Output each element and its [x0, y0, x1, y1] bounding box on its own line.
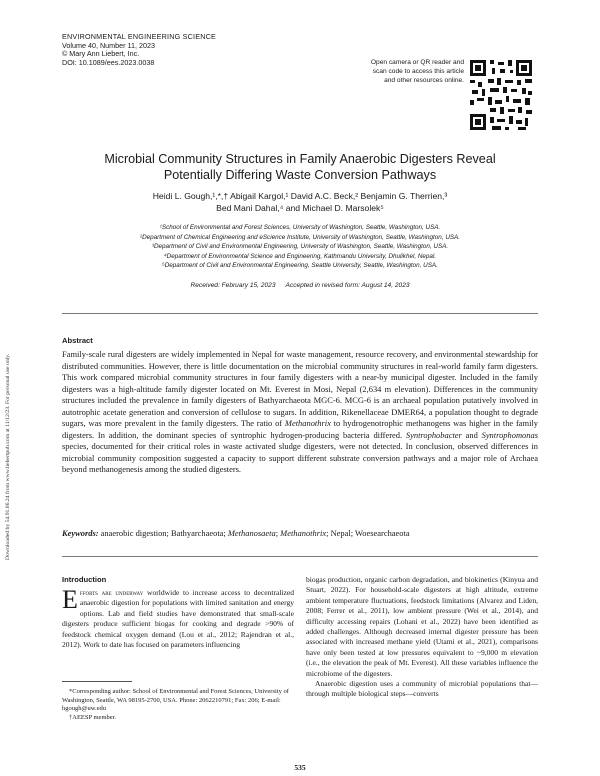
- journal-doi[interactable]: DOI: 10.1089/ees.2023.0038: [62, 57, 155, 67]
- abstract-text: Family-scale rural digesters are widely implemented in Nepal for waste management, resource recovery, and environmental stewardship for distributed communities. However, there is little documentation on the microbial community structures in real-world family farm digesters. This work compared microbial community structures in four family digesters with a near-by municipal digester. Included in the family digesters was a high-altitude family digester located on Mt. Everest in Mosi, Nepal (2,634 m elevation). Differences in the community structures included the prevalence in family digesters of Bathyarchaeota MGC-6. MCG-6 is an archaeal population putatively involved in autotrophic acetate generation and conversion of cellulose to sugars. In addition, Rikenellaceae DMER64, a population thought to degrade sugars, was more prevalent in the family digesters. The ratio of: [62, 349, 538, 428]
- taxon-name: Syntrophomonas: [481, 429, 538, 440]
- abstract-text: to hydrogenotrophic methanogens was higher in the family digesters. In addition, the dominant species of syntrophic hydrogen-producing bacteria differed.: [62, 418, 538, 440]
- paper-title: [60, 151, 540, 183]
- keyword-taxon: Methanosaeta: [227, 528, 276, 538]
- abstract-text: and: [461, 429, 482, 440]
- journal-name: ENVIRONMENTAL ENGINEERING SCIENCE: [62, 32, 216, 41]
- affiliation: ¹School of Environmental and Forest Sciences, University of Washington, Seattle, Washington, USA.: [159, 224, 441, 231]
- paper-title-line: Microbial Community Structures in Family Anaerobic Digesters Reveal: [104, 152, 496, 166]
- qr-instructions-line: scan code to access this article: [372, 68, 464, 75]
- keyword-text: ; Nepal; Woesearchaeota: [326, 528, 410, 538]
- corresponding-author-note: *Corresponding author: School of Environmental and Forest Sciences, University of Washington, Seattle, WA 98195-2700, USA. Phone: 2062210791; Fax: 206; E-mail: hgough@uw.edu: [62, 688, 289, 713]
- abstract-body: [62, 349, 538, 476]
- journal-volume: Volume 40, Number 11, 2023: [62, 40, 155, 50]
- affiliation: ⁴Department of Environmental Science and Engineering, Kathmandu University, Dhulikhel, Nepal.: [163, 252, 437, 260]
- qr-instructions-line: Open camera or QR reader and: [370, 59, 464, 66]
- download-notice: [5, 200, 17, 560]
- affiliation: ⁵Department of Civil and Environmental Engineering, Seattle University, Seattle, Washington, USA.: [162, 262, 438, 270]
- introduction-paragraph: Anaerobic digestion uses a community of microbial populations that—through multiple biological steps—converts: [306, 679, 538, 699]
- member-note: †AEESP member.: [69, 713, 117, 721]
- introduction-paragraph: biogas production, organic carbon degradation, and biokinetics (Kinyua and Stuart, 2022). For household-scale digesters at high altitude, extreme ambient temperature fluctuations, feedstock limitations (Alvarez and Liden, 2008; Ferrer et al., 2011), low ambient pressure (Wei et al., 2014), and difficulty accessing repairs (Lohani et al., 2022) have been identified as added challenges. Although decreased internal digester pressure has been associated with increased methane yield (Utami et al., 2021), comparisons have only been tested at low pressures equivalent to ~9,000 m elevation (i.e., the elevation the peak of Mt. Everest). All these variables influence the microbiome of the digesters.: [306, 575, 538, 678]
- introduction-text: worldwide to increase access to decentralized anaerobic digestion for populations with limited sanitation and energy options. Lab and field studies have demonstrated that small-scale digesters produce sufficient biogas for cooking and degrade >90% of feedstock chemical oxygen demand (Lou et al., 2012; Rajendran et al., 2012). Work to date has focused on parameters influencing: [62, 588, 294, 650]
- qr-instructions-line: and other resources online.: [384, 77, 464, 84]
- author-list: [80, 190, 520, 214]
- keyword-text: anaerobic digestion; Bathyarchaeota;: [98, 528, 228, 538]
- qr-instructions: [352, 58, 464, 85]
- article-dates: [80, 282, 520, 289]
- keywords-label: Keywords:: [62, 528, 99, 538]
- drop-cap: E: [62, 585, 78, 614]
- download-notice-text: Downloaded by 54.91.66.24 from www.liebertpub.com at 11/12/23. For personal use only.: [5, 353, 11, 560]
- paper-title-line: Potentially Differing Waste Conversion Pathways: [163, 168, 437, 182]
- journal-header: [62, 33, 216, 67]
- introduction-heading: Introduction: [62, 575, 107, 584]
- page-number: 535: [294, 763, 306, 772]
- footnotes: [62, 688, 294, 722]
- keywords: [62, 528, 538, 539]
- affiliation: ²Department of Chemical Engineering and eScience Institute, University of Washington, Seattle, Washington, USA.: [139, 233, 461, 241]
- small-caps-lead: fforts are underway: [79, 588, 144, 597]
- keyword-taxon: Methanothrix: [280, 528, 327, 538]
- author-line: Bed Mani Dahal,⁴ and Michael D. Marsolek⁵: [216, 203, 384, 213]
- author-line: Heidi L. Gough,¹,*,† Abigail Kargol,¹ David A.C. Beck,² Benjamin G. Therrien,³: [152, 191, 448, 201]
- abstract-heading: Abstract: [62, 336, 93, 345]
- accepted-date: Accepted in revised form: August 14, 2023: [285, 282, 410, 289]
- introduction-left-column: [62, 585, 294, 650]
- taxon-name: Methanothrix: [284, 418, 331, 428]
- journal-copyright: © Mary Ann Liebert, Inc.: [62, 49, 140, 59]
- qr-code-icon[interactable]: [470, 60, 532, 130]
- footnote-divider: [62, 681, 132, 682]
- abstract-text: species, documented for their critical roles in waste activated sludge digesters, were not detected. In conclusion, observed differences in microbial community composition suggested a capacity to support different substrate conversion pathways and a major role of Archaea beyond methanogenesis among the studied digesters.: [62, 441, 538, 474]
- divider: [62, 556, 538, 557]
- affiliation-list: [80, 223, 520, 271]
- introduction-right-column: [306, 575, 538, 700]
- affiliation: ³Department of Civil and Environmental Engineering, University of Washington, Seattle, Washington, USA.: [151, 243, 449, 251]
- taxon-name: Syntrophobacter: [405, 429, 462, 440]
- divider: [62, 313, 538, 314]
- keyword-text: ;: [275, 528, 281, 538]
- received-date: Received: February 15, 2023: [190, 282, 276, 289]
